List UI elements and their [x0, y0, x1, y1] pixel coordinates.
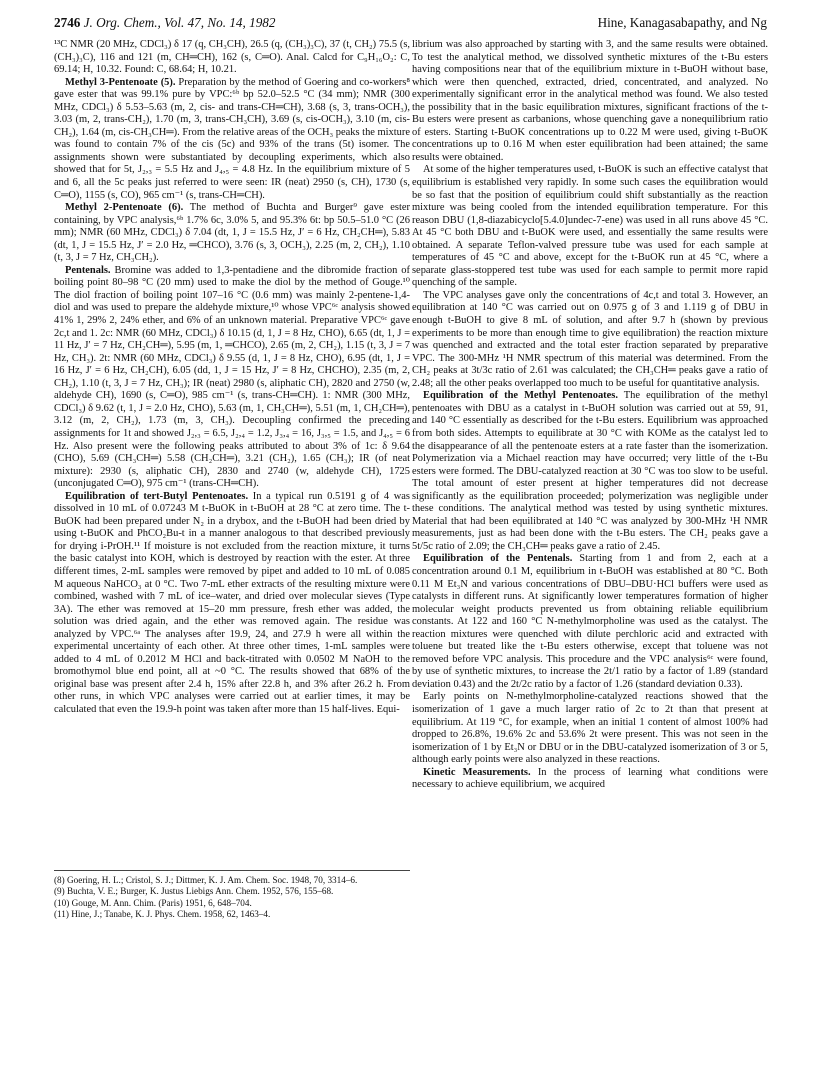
right-column-paragraph	[412, 290, 768, 390]
footnote-reference: (9) Buchta, V. E.; Burger, K. Justus Liebigs Ann. Chem. 1952, 576, 155–68.	[54, 886, 334, 897]
paragraph-text: Preparation by the method of Goering and co-workers⁸ gave ester that was 99.1% pure by VPC:⁶ᵇ bp 52.0–52.5 °C (34 mm); NMR (300 MHz, CDCl₃) δ 5.53–5.63 (m, 2, cis- and trans-CH═CH), 3.68 (s, 3, trans-OCH₃), 3.03 (m, 2, trans-CH₂), 1.70 (m, 3, trans-CH₃CH), 3.69 (s, cis-OCH₃), 3.10 (m, cis-CH₂), 1.64 (m, cis-CH₃CH═). From the relative areas of the OCH₃ peaks the mixture was found to contain 7% of the cis (5c) and 93% of the trans (5t) isomer. The assignments shown were substantiated by decoupling experiments, which also showed that for 5t, J₂,₃ = 5.5 Hz and J₄,₅ = 4.8 Hz. In the equilibrium mixture of 5 and 6, all the 5c peaks just referred to were seen: IR (neat) 2950 (s, CH), 1730 (s, C═O), 1155 (s, CO), 965 cm⁻¹ (s, trans-CH═CH).	[54, 76, 410, 201]
right-column-paragraph	[412, 767, 768, 792]
right-column-paragraph	[412, 39, 768, 164]
paragraph-text: librium was also approached by starting with 3, and the same results were obtained. To test the analytical method, we dissolved synthetic mixtures of the t-Bu esters having compositions near that of the equilibrium mixture in t-BuOH without base, which were then quenched, extracted, dried, concentrated, and analyzed. No experimentally significant error in the analytical method was found. We also tested the possibility that in the basic equilibration mixtures, significant fractions of the t-Bu esters were present as carbanions, whose quenching gave a nonequilibrium ratio of esters. Starting t-BuOK concentrations up to 0.22 M were used, giving t-BuOK concentrations up to 0.16 M when ester equilibration had been attained; the same results were obtained.	[412, 39, 768, 163]
section-run-in-heading: Methyl 2-Pentenoate (6).	[65, 202, 184, 214]
right-column-paragraph	[412, 691, 768, 766]
journal-citation: J. Org. Chem., Vol. 47, No. 14, 1982	[83, 15, 276, 30]
paragraph-text: At some of the higher temperatures used, t-BuOK is such an effective catalyst that equilibrium is established very rapidly. In some such cases the equilibration would be so fast that the position of equilibrium could shift substantially as the reaction mixture was being cooled from the intended equilibration temperature. For this reason DBU (1,8-diazabicyclo[5.4.0]undec-7-ene) was used in all runs above 45 °C. At 45 °C both DBU and t-BuOK were used, and essentially the same results were obtained. A separate Teflon-valved pressure tube was used for each sample at temperatures of 45 °C and above, except for the t-BuOK run at 45 °C, where a separate glass-stoppered test tube was used for each sample to permit more rapid quenching of the sample.	[412, 164, 768, 289]
paragraph-text: The equilibration of the methyl pentenoates with DBU as a catalyst in t-BuOH solution was carried out at 59, 91, and 140 °C essentially as described for the t-Bu esters. Equilibrium was approached from both sides. Attempts to equilibrate at 30 °C with KOMe as the catalyst led to the disappearance of all the pentenoate esters at a rate faster than the isomerization. Polymerization via a Michael reaction may have occurred; very little of the t-Bu esters were formed. The DBU-catalyzed reaction at 30 °C was too slow to be useful. The total amount of ester present at higher temperatures did not decrease significantly as the equilibration proceeded; polymerization was negligible under these conditions. The analytical method was tested by using synthetic mixtures. Material that had been equilibrated at 140 °C was analyzed by 300-MHz ¹H NMR measurements, just as had been done with the t-Bu esters. The CH₂ peaks gave a 5t/5c ratio of 2.09; the CH₃CH═ peaks gave a ratio of 2.45.	[412, 390, 768, 552]
footnote-reference: (8) Goering, H. L.; Cristol, S. J.; Dittmer, K. J. Am. Chem. Soc. 1948, 70, 3314–6.	[54, 875, 358, 885]
paragraph-text: The method of Buchta and Burger⁹ gave ester containing, by VPC analysis,⁶ᵇ 1.7% 6c, 3.0% 5, and 95.3% 6t: bp 50.5–51.0 °C (26 mm); NMR (60 MHz, CDCl₃) δ 7.04 (dt, 1, J = 15.5 Hz, J′ = 6 Hz, CH₂CH═), 5.83 (dt, 1, J = 15.5 Hz, J′ = 2.0 Hz, ═CHCO), 3.76 (s, 3, OCH₃), 2.25 (m, 2, CH₂), 1.10 (t, 3, J = 7 Hz, CH₃CH₂).	[54, 202, 410, 264]
footnote-item	[54, 898, 410, 909]
left-column-paragraph	[54, 39, 410, 77]
left-column-paragraph	[54, 265, 410, 491]
footnote-item	[54, 909, 410, 920]
paragraph-text: Starting from 1 and from 2, each at a concentration around 0.1 M, equilibrium in t-BuOH was established at 80 °C. Both 0.11 M Et₃N and various concentrations of DBU–DBU·HCl buffers were used as catalysts in different runs. At significantly lower temperatures formation of higher molecular weight products prevented us from obtaining reliable equilibrium constants. At 122 and 160 °C N-methylmorpholine was used as the catalyst. The reaction mixtures were quenched with dilute perchloric acid and extracted with toluene but treated like the t-Bu esters otherwise, except that toluene was not removed before VPC analysis. This procedure and the VPC analysis⁶ᶜ were found, by use of synthetic mixtures, to increase the 2t/1 ratio by a factor of 1.89 (standard deviation 0.43) and the 2t/2c ratio by a factor of 1.26 (standard deviation 0.33).	[412, 553, 768, 690]
header-left	[54, 15, 276, 31]
right-column-paragraph	[412, 164, 768, 289]
right-column-paragraph	[412, 553, 768, 691]
footnote-reference: (10) Gouge, M. Ann. Chim. (Paris) 1951, 6, 648–704.	[54, 897, 252, 908]
right-column	[412, 39, 768, 1049]
footnote-reference: (11) Hine, J.; Tanabe, K. J. Phys. Chem. 1958, 62, 1463–4.	[54, 908, 271, 919]
footnotes	[54, 875, 410, 920]
paragraph-text: ¹³C NMR (20 MHz, CDCl₃) δ 17 (q, CH₃CH), 26.5 (q, (CH₃)₃C), 37 (t, CH₂) 75.5 (s, (CH₃)₃C), 116 and 121 (m, CH═CH), 162 (s, C═O). Anal. Calcd for C₉H₁₆O₂: C, 69.14; H, 10.32. Found: C, 68.64; H, 10.21.	[54, 39, 410, 76]
left-column-paragraph	[54, 491, 410, 717]
header-authors: Hine, Kanagasabapathy, and Ng	[597, 15, 767, 30]
footnote-rule	[54, 870, 410, 871]
section-run-in-heading: Equilibration of tert-Butyl Pentenoates.	[65, 490, 249, 502]
paragraph-text: The VPC analyses gave only the concentrations of 4c,t and total 3. However, an equilibration at 140 °C was carried out on 0.975 g of 3 and 1.119 g of DBU in enough t-BuOH to give 8 mL of solution, and after 9.7 h (shown by previous experiments to be more than enough time to give equilibration) the reaction mixture was quenched and extracted and the total ester fraction separated by preparative VPC. The 300-MHz ¹H NMR spectrum of this material was determined. From the CH₂ peaks at 3t/3c ratio of 2.61 was calculated; the CH₃CH═ peaks gave a ratio of 2.48; all the other peaks overlapped too much to be useful for quantitative analysis.	[412, 289, 768, 389]
page-number: 2746	[54, 15, 81, 30]
footnote-item	[54, 875, 410, 886]
section-run-in-heading: Equilibration of the Pentenals.	[423, 553, 573, 565]
section-run-in-heading: Pentenals.	[65, 264, 111, 276]
section-run-in-heading: Kinetic Measurements.	[423, 766, 531, 778]
paragraph-text: Early points on N-methylmorpholine-catalyzed reactions showed that the isomerization of 1 gave a much larger ratio of 2c to 2t than that present at equilibrium. At 119 °C, for example, when an initial 1 content of almost 100% had dropped to 26.8%, 19.6% 2c and 53.6% 2t were present. This was not seen in the isomerization of 1 by Et₃N or DBU or in the DBU-catalyzed isomerization of 3 or 5, although early points were also analyzed in these reactions.	[412, 691, 768, 766]
paragraph-text: Bromine was added to 1,3-pentadiene and the dibromide fraction of boiling point 80–98 °C (20 mm) used to make the diol by the method of Gouge.¹⁰ The diol fraction of boiling point 107–16 °C (0.6 mm) was mainly 2-pentene-1,4-diol and was used to prepare the aldehyde mixture,¹⁰ whose VPC⁶ᶜ analysis showed 41% 1, 29% 2, 24% ether, and 6% of an unknown material. Preparative VPC⁶ᶜ gave 2c,t and 1. 2c: NMR (60 MHz, CDCl₃) δ 10.15 (d, 1, J = 8 Hz, CHO), 6.65 (dt, 1, J = 11 Hz, J′ = 7 Hz, CH₂CH═), 5.95 (m, 1, ═CHCO), 2.65 (m, 2, CH₂), 1.15 (t, 3, J = 7 Hz, CH₃). 2t: NMR (60 MHz, CDCl₃) δ 9.55 (d, 1, J = 8 Hz, CHO), 6.95 (dt, 1, J = 16 Hz, J′ = 6 Hz, CH₂CH), 6.05 (dd, 1, J = 15 Hz, J′ = 8 Hz, CHCHO), 2.35 (m, 2, CH₂), 1.10 (t, 3, J = 7 Hz, CH₃); IR (neat) 2980 (s, aliphatic CH), 2820 and 2750 (w, aldehyde CH), 1690 (s, C═O), 985 cm⁻¹ (s, trans-CH═CH). 1: NMR (300 MHz, CDCl₃) δ 9.62 (t, 1, J = 2.0 Hz, CHO), 5.63 (m, 1, CH₃CH═), 5.51 (m, 1, CH₂CH═), 3.12 (m, 2, CH₂), 1.73 (m, 3, CH₃). Decoupling confirmed the preceding assignments for 1t and showed J₂,₃ = 6.5, J₂,₄ = 1.2, J₃,₄ = 16, J₃,₅ = 1.5, and J₄,₅ = 6 Hz. Also present were the following peaks attributed to about 3% of 1c: δ 9.64 (CHO), 5.69 (CH₃CH═) 5.58 (CH₂CH═), 3.21 (CH₂), 1.65 (CH₃); IR (of neat mixture): 2930 (s, aliphatic CH), 2830 and 2740 (w, aldehyde CH), 1725 (unconjugated C═O), 975 cm⁻¹ (trans-CH═CH).	[54, 264, 410, 490]
section-run-in-heading: Equilibration of the Methyl Pentenoates.	[423, 390, 618, 402]
left-column	[54, 39, 410, 865]
left-column-paragraph	[54, 77, 410, 202]
running-header	[54, 15, 767, 37]
footnote-item	[54, 886, 410, 897]
left-column-paragraph	[54, 202, 410, 265]
section-run-in-heading: Methyl 3-Pentenoate (5).	[65, 76, 176, 88]
right-column-paragraph	[412, 390, 768, 553]
paragraph-text: In a typical run 0.5191 g of 4 was dissolved in 10 mL of 0.07243 M t-BuOK in t-BuOH at 28 °C at zero time. The t-BuOK had been prepared under N₂ in a drybox, and the t-BuOH had been dried by using t-BuOK and PhCO₂Bu-t in a manner analogous to that described previously for drying i-PrOH.¹¹ If moisture is not excluded from the reaction mixture, it turns the basic catalyst into KOH, which is destroyed by reaction with the ester. At three different times, 2-mL samples were removed by pipet and added to 10 mL of 0.085 M aqueous NaHCO₃ at 0 °C. Two 7-mL ether extracts of the resulting mixture were combined, washed with 7 mL of ice–water, and dried over molecular sieves (Type 3A). The ether was removed at 15–20 mm pressure, fresh ether was added, the solution was dried again, and the ether was removed again. The residue was analyzed by VPC.⁶ᵃ The analyses after 19.9, 24, and 27.9 h were all within the experimental uncertainty of each other. At three other times, 1-mL samples were added to 4 mL of 0.2012 M HCl and back-titrated with 0.0502 M NaOH to the bromothymol blue end point, all at ~0 °C. The results showed that 68% of the original base was present after 2.4 h, 15% after 22.8 h, and 3% after 26.2 h. From other runs, in which VPC analyses were carried out at earlier times, it may be calculated that even the 19.9-h point was taken after more than 15 half-lives. Equi-	[54, 490, 410, 715]
paragraph-text: In the process of learning what conditions were necessary to achieve equilibrium, we acquired	[412, 766, 768, 791]
